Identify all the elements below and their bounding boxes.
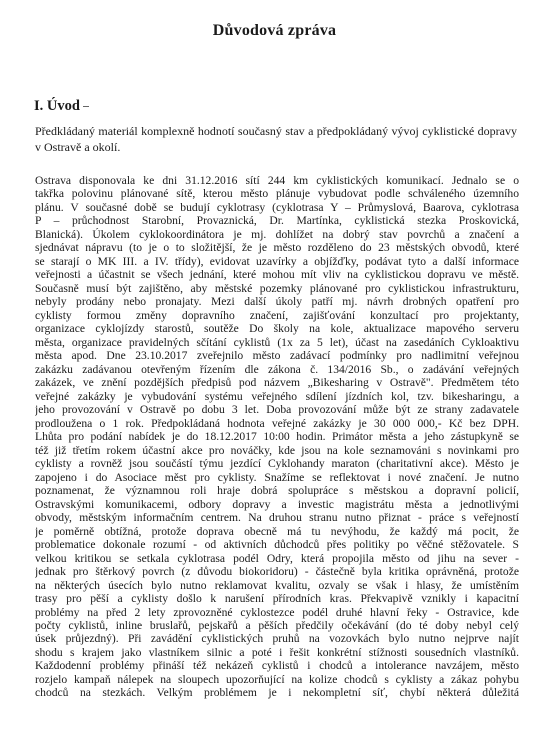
body-line: Ostrava disponovala ke dni 31.12.2016 sítí 244 km cyklistických komunikací. Jednalo se o: [35, 174, 519, 187]
body-line: na některých úsecích bylo nutno reklamovat kvalitu, ozvaly se však i hlasy, že umístěním: [35, 578, 519, 592]
body-line: plánu. V současné době se budují cyklotrasy (cyklotrasa Y – Průmyslová, Baarova, cyklotrasa: [35, 200, 519, 214]
body-line: poznamenat, že významnou roli hraje dobrá spolupráce s městskou a dopravní policií,: [35, 484, 519, 498]
body-line: jednak pro štěrkový povrch (z důvodu biokoridoru) - částečně byla kritika oprávněná, protože: [35, 565, 519, 579]
intro-paragraph: Předkládaný materiál komplexně hodnotí současný stav a předpokládaný vývoj cyklistické dopravy v Ostravě a okolí.: [35, 124, 517, 155]
body-line: úsek průjezdný). Při zavádění cyklistických pruhů na vozovkách bylo nutno nejprve najít: [35, 632, 519, 646]
body-line: cyklisty a rovněž jsou součástí týmu jezdící Cyklohandy maraton (charitativní akce). Město je: [35, 457, 519, 471]
body-line: Ostravskými komunikacemi, odbory dopravy a investic magistrátu města a jednotlivými: [35, 497, 519, 511]
document-title: Důvodová zpráva: [212, 22, 337, 39]
body-line: organizace cyklojízdy starostů, soutěže Do školy na kole, aktualizace mapového serveru: [35, 322, 519, 336]
body-line: P – průchodnost Starobní, Provaznická, Dr. Martínka, cyklistická stezka Proskovická,: [35, 214, 519, 228]
body-line: Současně musí být zajištěno, aby městské pozemky plánované pro cyklistickou infrastrukturu,: [35, 281, 519, 295]
body-line: Každodenní problémy přináší též nekázeň cyklistů i chodců a intolerance navzájem, město: [35, 659, 519, 673]
body-line: cyklisty formou změny dopravního značení, zajišťování konzultací pro projektanty,: [35, 308, 519, 322]
body-line: obvody, městským informačním centrem. Na druhou stranu nutno přiznat - práce s veřejností: [35, 511, 519, 525]
body-line: prodloužena o 1 rok. Předpokládaná hodnota veřejné zakázky je 30 000 000,- Kč bez DPH.: [35, 416, 519, 430]
body-line: nebyly prodány nebo pronajaty. Mezi další úkoly patří mj. návrh drobných opatření pro: [35, 295, 519, 309]
heading-underline-mark: [83, 106, 89, 107]
body-line: též již třetím rokem účastní akce pro nováčky, kde jsou na kole seznamováni s novinkami pro: [35, 443, 519, 457]
body-line: problematice dokonale rozumí - od aktivních důchodců přes politiky po věčné stěžovatele. S: [35, 538, 519, 552]
body-line: velkou kritikou se setkala cyklotrasa podél Odry, která propojila město od jihu na sever -: [35, 551, 519, 565]
body-line: Blanická). Úkolem cyklokoordinátora je mj. dohlížet na dobrý stav povrchů a značení a: [35, 227, 519, 241]
body-line: veřejnosti a účastnit se všech jednání, které mohou mít vliv na cyklistickou dopravu ve městě.: [35, 268, 519, 282]
body-line: města apod. Dne 23.10.2017 zveřejnilo město zadávací podmínky pro nadlimitní veřejnou: [35, 349, 519, 363]
body-line: takřka polovinu plánované sítě, kterou město plánuje vybudovat podle schváleného územního: [35, 187, 519, 201]
body-line: jeho provozování v Ostravě po dobu 3 let. Doba provozování může být ze strany zadavatele: [35, 403, 519, 417]
body-line: zapojeno i do Asociace měst pro cyklisty. Snažíme se reflektovat i nové značení. Je nutno: [35, 470, 519, 484]
body-line: trasy pro pěší a cyklisty došlo k narušení přírodních kras. Překvapivě vznikly i kapacitní: [35, 592, 519, 606]
body-line: se starají o MK III. a IV. třídy), evidovat uzavírky a objížďky, podávat tyto a další informace: [35, 254, 519, 268]
body-line: sjednávat nápravu (to je o to složitější, že je město rozděleno do 23 městských obvodů, které: [35, 241, 519, 255]
body-line: počty cyklistů, inline bruslařů, pejskařů a pěších předčily očekávání (do té doby nebyl celý: [35, 618, 519, 632]
body-line: města, organizace pravidelných sčítání cyklistů (1x za 5 let), účast na zasedáních Cykloaktivu: [35, 335, 519, 349]
body-line: Lhůta pro podání nabídek je do 18.12.2017 10:00 hodin. Primátor města a jeho zástupkyně se: [35, 430, 519, 444]
body-line: zakázku zadávanou otevřeným řízením dle zákona č. 134/2016 Sb., o zadávání veřejných: [35, 362, 519, 376]
body-line: zakázek, ve znění pozdějších předpisů pod názvem „Bikesharing v Ostravě". Předmětem této: [35, 376, 519, 390]
section-heading: [34, 98, 89, 115]
body-line: rozjelo kampaň nálepek na sloupech upozorňující na kolize chodců s cyklisty a zákaz pohybu: [35, 672, 519, 686]
body-line: problémy na před 2 lety zprovozněné cyklostezce podél druhé hlavní řeky - Ostravice, kde: [35, 605, 519, 619]
body-line: shodu s krajem jako vlastníkem silnic a poté i řešit konkrétní stížnosti sousedních vlastníků.: [35, 645, 519, 659]
body-line: chodců na stezkách. Velkým problémem je i nekompletní síť, chybí některá důležitá: [35, 686, 519, 700]
body-line: veřejné zakázky je vybudování systému veřejného sdílení jízdních kol, tzv. bikesharingu, a: [35, 389, 519, 403]
body-line: je poměrně obtížná, protože doprava obecně má tu nevýhodu, že každý má pocit, že: [35, 524, 519, 538]
body-paragraph: [35, 174, 519, 700]
section-heading-text: I. Úvod: [34, 98, 80, 114]
